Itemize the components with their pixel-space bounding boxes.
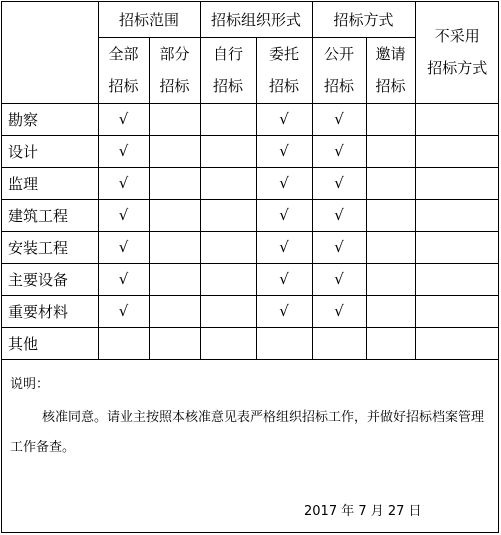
header-self xyxy=(200,37,256,103)
check-cell xyxy=(149,327,200,359)
header-not-adopted-line1: 不采用 xyxy=(434,27,480,46)
check-cell: √ xyxy=(256,295,312,327)
header-partial-line1: 部分 xyxy=(159,45,190,63)
notes-label: 说明： xyxy=(10,377,50,392)
header-org-form: 招标组织形式 xyxy=(200,2,312,37)
table-row xyxy=(2,295,499,327)
check-cell xyxy=(200,167,256,199)
header-partial-line2: 招标 xyxy=(159,77,190,95)
header-invited xyxy=(366,37,415,103)
header-full-line1: 全部 xyxy=(108,45,139,63)
check-cell xyxy=(415,103,499,135)
header-partial xyxy=(149,37,200,103)
row-label: 主要设备 xyxy=(2,263,98,295)
header-open-line1: 公开 xyxy=(324,45,355,63)
check-cell xyxy=(415,295,499,327)
check-cell: √ xyxy=(312,263,366,295)
table-row xyxy=(2,327,499,359)
check-cell: √ xyxy=(312,199,366,231)
table-body xyxy=(2,103,499,359)
check-cell xyxy=(366,327,415,359)
check-cell xyxy=(415,231,499,263)
header-self-line2: 招标 xyxy=(213,77,244,95)
check-cell xyxy=(149,231,200,263)
check-cell: √ xyxy=(98,167,149,199)
check-cell: √ xyxy=(312,295,366,327)
bidding-table xyxy=(2,2,499,360)
check-cell xyxy=(415,263,499,295)
corner-cell xyxy=(2,2,98,103)
header-entrusted-line2: 招标 xyxy=(269,77,300,95)
check-cell xyxy=(415,135,499,167)
check-cell xyxy=(149,295,200,327)
row-label: 安装工程 xyxy=(2,231,98,263)
row-label: 重要材料 xyxy=(2,295,98,327)
header-scope: 招标范围 xyxy=(98,2,200,37)
header-full-line2: 招标 xyxy=(108,77,139,95)
check-cell xyxy=(149,263,200,295)
check-cell xyxy=(366,103,415,135)
notes-date: 2017 年 7 月 27 日 xyxy=(304,504,422,519)
check-cell xyxy=(149,167,200,199)
check-cell xyxy=(200,135,256,167)
check-cell xyxy=(312,327,366,359)
check-cell xyxy=(366,135,415,167)
check-cell xyxy=(200,263,256,295)
check-cell: √ xyxy=(256,231,312,263)
check-cell: √ xyxy=(312,167,366,199)
row-label: 监理 xyxy=(2,167,98,199)
header-self-line1: 自行 xyxy=(213,45,244,63)
check-cell: √ xyxy=(98,231,149,263)
table-row xyxy=(2,231,499,263)
table-row xyxy=(2,135,499,167)
check-cell xyxy=(415,199,499,231)
check-cell: √ xyxy=(98,263,149,295)
check-cell xyxy=(200,295,256,327)
check-cell xyxy=(366,263,415,295)
table-row xyxy=(2,263,499,295)
check-cell: √ xyxy=(98,199,149,231)
row-label: 建筑工程 xyxy=(2,199,98,231)
check-cell: √ xyxy=(98,103,149,135)
approval-form xyxy=(1,1,499,533)
check-cell: √ xyxy=(312,231,366,263)
check-cell xyxy=(98,327,149,359)
check-cell: √ xyxy=(98,135,149,167)
check-cell: √ xyxy=(312,103,366,135)
check-cell: √ xyxy=(256,199,312,231)
header-not-adopted-line2: 招标方式 xyxy=(427,59,488,78)
check-cell: √ xyxy=(256,167,312,199)
header-open xyxy=(312,37,366,103)
header-invited-line1: 邀请 xyxy=(375,45,406,63)
header-full xyxy=(98,37,149,103)
notes-section xyxy=(2,359,499,533)
check-cell xyxy=(256,327,312,359)
header-open-line2: 招标 xyxy=(324,77,355,95)
check-cell: √ xyxy=(98,295,149,327)
check-cell xyxy=(366,231,415,263)
table-row xyxy=(2,103,499,135)
check-cell: √ xyxy=(256,135,312,167)
check-cell xyxy=(149,103,200,135)
header-entrusted-line1: 委托 xyxy=(269,45,300,63)
check-cell xyxy=(415,167,499,199)
check-cell xyxy=(366,199,415,231)
check-cell xyxy=(200,327,256,359)
check-cell xyxy=(415,327,499,359)
notes-body: 核准同意。请业主按照本核准意见表严格组织招标工作，并做好招标档案管理工作备查。 xyxy=(10,410,485,455)
header-method: 招标方式 xyxy=(312,2,415,37)
check-cell: √ xyxy=(256,263,312,295)
check-cell xyxy=(366,167,415,199)
row-label: 设计 xyxy=(2,135,98,167)
check-cell xyxy=(366,295,415,327)
check-cell xyxy=(200,199,256,231)
check-cell: √ xyxy=(256,103,312,135)
row-label: 勘察 xyxy=(2,103,98,135)
check-cell: √ xyxy=(312,135,366,167)
header-invited-line2: 招标 xyxy=(375,77,406,95)
check-cell xyxy=(200,231,256,263)
check-cell xyxy=(200,103,256,135)
table-row xyxy=(2,199,499,231)
table-row xyxy=(2,167,499,199)
check-cell xyxy=(149,199,200,231)
row-label: 其他 xyxy=(2,327,98,359)
header-not-adopted xyxy=(415,2,499,103)
header-entrusted xyxy=(256,37,312,103)
check-cell xyxy=(149,135,200,167)
